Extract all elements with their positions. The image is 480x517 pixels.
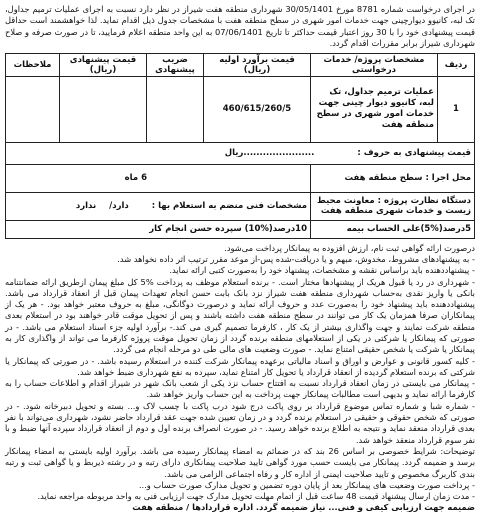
- header-coefficient: ضریب پیشنهادی: [147, 53, 204, 76]
- term-paragraph: - شماره شبا و شماره تماس موضوع قرارداد بر روی پاکت درج شود درب پاکت با چسب لاک و... بسته و تحویل دبیرخانه شود. - در صورتی که شخص حقوقی و حقیقی در استعلام برنده گردد و در زمان تعیین شده جهت عقد قرارداد حاضر نشود، شهرداری می‌تواند با نفر بعدی قرارداد منعقد نماید و نتیجه به اطلاع برنده خواهد رسید. - در صورت انصراف برنده اول و دوم از انعقاد قرارداد سپرده آنها ضبط و با نفر سوم قرارداد منعقد خواهد شد.: [5, 400, 475, 445]
- terms-body: [5, 243, 475, 514]
- term-paragraph: - به پیشنهادهای مشروط، مخدوش، مبهم و یا دریافت-شده پس-از موعد مقرر ترتیب اثر داده نخواهد شد.: [117, 253, 475, 264]
- header-base-price: قیمت برآورد اولیه (ریال): [204, 53, 311, 76]
- term-paragraph: - پیمانکار می بایستی در زمان انعقاد قرارداد نسبت به افتتاح حساب نزد یکی از شعب بانک شهر در شیراز اقدام و اطلاعات حساب را به کارفرما ارائه نماید و بدیهی است مطالبات پیمانکار جهت پرداخت به این حساب واریز خواهد شد.: [5, 378, 475, 400]
- notes-cell[interactable]: [6, 76, 60, 142]
- design-label: مشخصات فنی منضم به استعلام بها :: [151, 201, 307, 212]
- closing-line: ضمیمه جهت ارزیابی کیفی و فنی... نیاز ضمیمه گردد. اداره قراردادها / منطقه هفت: [132, 502, 475, 513]
- guarantee-text: 10درصد(%10) سپرده حسن انجام کار: [6, 220, 311, 238]
- offer-words-label: قیمت پیشنهادی به حروف :: [357, 148, 471, 159]
- offer-words-row: [6, 142, 475, 164]
- item-description: عملیات ترمیم جداول، تک لبه، کانیوو دیوار چینی جهت خدمات امور شهری در سطح منطقه هفت: [311, 76, 438, 142]
- row-number: 1: [438, 76, 475, 142]
- offer-price-cell[interactable]: [60, 76, 147, 142]
- term-paragraph: - کلیه کسور قانونی و عوارض و اوراق و اسناد مالیاتی برعهده پیمانکار شرکت کننده در استعلام رسیده باشد. - در صورتی که پیمانکار یا شرکتی که برنده استعلام گردیده از انعقاد قرارداد یا تحویل کار امتناع نماید، سپرده به نفع شهرداری ضبط خواهد شد.: [5, 355, 475, 377]
- duration-number: 6: [141, 173, 147, 184]
- table-row: [6, 76, 475, 142]
- coefficient-cell[interactable]: [147, 76, 204, 142]
- intro-paragraph: در اجرای درخواست شماره 8781 مورخ 30/05/1401 شهرداری منطقه هفت شیراز در نظر دارد نسبت به اجرای عملیات ترمیم جداول، تک لبه، کانیوو دیوارچینی جهت خدمات امور شهری در سطح منطقه هفت با مشخصات جدول ذیل اقدام نماید. لذا خواهشمند است حداقل قیمت پیشنهادی خود را با 30 روز اعتبار قیمت حداکثر تا تاریخ 07/06/1401 به این واحد منطقه اعلام فرمایید، تا در صورت صرفه و صلاح شهرداری شیراز برابر مقررات اقدام گردد.: [5, 4, 475, 49]
- table-header-row: [6, 53, 475, 76]
- design-value-yes: دارد/: [109, 201, 129, 212]
- base-price: 460/615/260/5: [204, 76, 311, 142]
- document-page: [5, 4, 475, 513]
- duration-unit: ماه: [124, 173, 139, 184]
- header-row-number: ردیف: [438, 53, 475, 76]
- guarantee-row: [6, 220, 475, 238]
- header-offer-price: قیمت پیشنهادی (ریال): [60, 53, 147, 76]
- design-value-no: ندارد: [75, 201, 97, 212]
- insurance-text: 5درصد(%5)علی الحساب بیمه: [311, 220, 475, 238]
- supervisor-row: [6, 192, 475, 220]
- location-row: [6, 164, 475, 192]
- supervisor-value: معاونت محیط زیست و خدمات شهری منطقه هفت: [316, 196, 471, 217]
- supervisor-label: دستگاه نظارت پروژه :: [377, 196, 471, 207]
- offer-words-value[interactable]: ......................ریال: [224, 148, 315, 159]
- header-notes: ملاحظات: [6, 53, 60, 76]
- term-paragraph: - شهرداری در رد یا قبول هریک از پیشنهادها مختار است. - برنده استعلام موظف به پرداخت %5 کل مبلغ پیمان ازطریق ارائه ضمانتنامه بانکی یا واریز نقدی به‌حساب شهرداری منطقه هفت شیراز نزد بانک بابت حسن انجام تعهدات پیمان قبل از انعقاد قرارداد می باشد. پیشنهاددهنده باید پیشنهاد خود را به‌صورت عدد و حروف ارائه نماید و درصورت دوگانگی، مبلغ به حروف معتبر خواهد بود. - هر یک از پیمانکاران صرفا همزمان یک کار می توانند در سطح منطقه هفت داشته باشند و پس از تحویل موقت قادر خواهند بود در استعلام بعدی منطقه شرکت نمایند و جهت واگذاری بیشتر از یک کار ، کارفرما تصمیم گیری می کند.- برآورد اولیه جزء اسناد استعلام می باشد. - در صورتی که پیمانکار یا شرکتی در یکی از استعلامهای منطقه برنده گردد از زمان تحویل موقت پروژه کارفرما می تواند از واگذاری کار به پیمانکار یا شرکت یا شخص حقیقی امتناع نماید. - صورت وضعیت های مالی طی دو مرحله انجام می گردد.: [5, 276, 475, 355]
- header-specs: مشخصات پروژه/ خدمات درخواستی: [311, 53, 438, 76]
- location-value: سطح منطقه هفت: [344, 173, 423, 184]
- term-paragraph: توضیحات: شرایط خصوصی بر اساس 26 بند که در ضمائم به امضاء پیمانکار رسیده می باشد. برآورد اولیه بایستی به امضاء پیمانکار برسد و ضمیمه گردد. پیمانکار می بایست حسب مورد گواهی تایید صلاحیت پیمانکاری دارای رتبه و در رشته ذیربط و یا گواهی ثبت و رتبه بندی کاربرگ مخصوص و تایید صلاحیت ایمنی از اداره کار و رفاه اجتماعی الزامی می باشد.: [5, 445, 475, 479]
- term-paragraph: - پیشنهاددهنده باید براساس نقشه و مشخصات، پیشنهاد خود را به‌صورت کتبی ارائه نماید.: [169, 265, 475, 276]
- term-paragraph: - مدت زمان ارسال پیشنهاد قیمت 48 ساعت قبل از اتمام مهلت تحویل مدارک جهت ارزیابی فنی به واحد مربوطه مراجعه نماید.: [37, 491, 475, 502]
- term-paragraph: درصورت ارائه گواهی ثبت نام، ارزش افزوده به پیمانکار پرداخت می‌شود.: [224, 242, 475, 253]
- location-label: محل اجرا :: [425, 173, 471, 184]
- term-paragraph: - پرداخت صورت وضعیت های پیمانکار بعد از پایان دوره تضمین و تحویل مدارک صورت حساب و...: [138, 479, 475, 490]
- tender-table: [5, 53, 475, 239]
